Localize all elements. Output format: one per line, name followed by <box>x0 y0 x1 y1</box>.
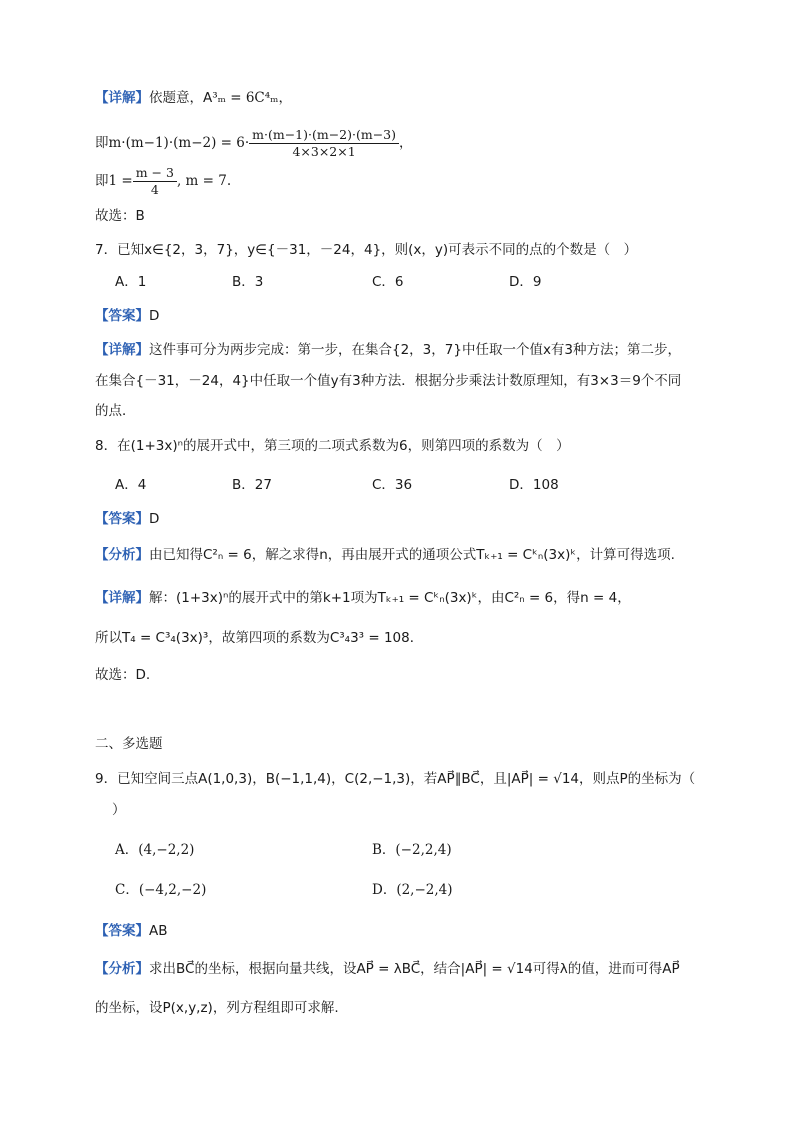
q9-answer: 【答案】AB <box>95 923 168 939</box>
q8-option-d: D．108 <box>509 477 559 493</box>
q9-stem-2: ） <box>112 802 126 818</box>
q9-option-c: C．(−4,2,−2) <box>115 882 207 898</box>
q7-option-c: C．6 <box>372 274 404 290</box>
q8-analysis: 【分析】由已知得C²ₙ = 6，解之求得n，再由展开式的通项公式Tₖ₊₁ = Cᵏₙ(3x)ᵏ，计算可得选项. <box>95 547 675 563</box>
q8-detail-1: 【详解】解：(1+3x)ⁿ的展开式中的第k+1项为Tₖ₊₁ = Cᵏₙ(3x)ᵏ，由C²ₙ = 6，得n = 4， <box>95 590 631 606</box>
q7-stem: 7．已知x∈{2，3，7}，y∈{－31，－24，4}，则(x，y)可表示不同的点的个数是（ ） <box>95 242 638 258</box>
q7-option-a: A．1 <box>115 274 147 290</box>
detail-math: ³ₘ = 6C⁴ₘ， <box>212 90 292 106</box>
q9-option-b: B．(−2,2,4) <box>372 842 452 858</box>
q7-option-b: B．3 <box>232 274 264 290</box>
q7-answer: 【答案】D <box>95 308 160 324</box>
detail-line-3: 即1 = $\frac{m - 3}{4}$ , m = 7. <box>95 165 232 197</box>
fraction: $\frac{m - 3}{4}$ <box>133 165 177 198</box>
q8-option-b: B．27 <box>232 477 272 493</box>
q8-answer: 【答案】D <box>95 511 160 527</box>
q8-choose: 故选：D. <box>95 667 151 683</box>
q9-analysis-2: 的坐标，设P(x,y,z)，列方程组即可求解. <box>95 1000 339 1016</box>
equation-lhs: m·(m−1)·(m−2) = 6· <box>108 135 250 151</box>
q8-detail-2: 所以T₄ = C³₄(3x)³，故第四项的系数为C³₄3³ = 108． <box>95 630 424 646</box>
q9-analysis-1: 【分析】求出BC⃗的坐标，根据向量共线，设AP⃗ = λBC⃗，结合|AP⃗| = √14可得λ的值，进而可得AP⃗ <box>95 961 680 977</box>
q7-option-d: D．9 <box>509 274 542 290</box>
q9-option-a: A．(4,−2,2) <box>115 842 195 858</box>
q9-option-d: D．(2,−2,4) <box>372 882 453 898</box>
choose-b: 故选：B <box>95 208 145 224</box>
q8-option-a: A．4 <box>115 477 147 493</box>
q9-stem-1: 9．已知空间三点A(1,0,3)，B(−1,1,4)，C(2,−1,3)，若AP⃗∥BC⃗，且|AP⃗| = √14，则点P的坐标为（ <box>95 771 696 787</box>
detail-tag: 【详解】 <box>95 90 149 106</box>
fraction: $\frac{m\cdot(m-1)\cdot(m-2)\cdot(m-3)}{4\times 3\times 2\times 1}$ <box>249 127 399 160</box>
q7-detail-3: 的点． <box>95 403 136 419</box>
q8-option-c: C．36 <box>372 477 413 493</box>
q8-stem: 8．在(1+3x)ⁿ的展开式中，第三项的二项式系数为6，则第四项的系数为（ ） <box>95 438 570 454</box>
section-title: 二、多选题 <box>95 736 163 752</box>
detail-line-2: 即m·(m−1)·(m−2) = 6· $\frac{m\cdot(m-1)\cdot(m-2)\cdot(m-3)}{4\times 3\times 2\times 1}$ ， <box>95 127 413 159</box>
detail-text: 依题意，A <box>149 90 213 106</box>
detail-line-1 <box>95 88 292 108</box>
q7-detail-1: 【详解】这件事可分为两步完成：第一步，在集合{2，3，7}中任取一个值x有3种方法；第二步， <box>95 342 682 358</box>
q7-detail-2: 在集合{－31，－24，4}中任取一个值y有3种方法．根据分步乘法计数原理知，有3×3＝9个不同 <box>95 373 682 389</box>
